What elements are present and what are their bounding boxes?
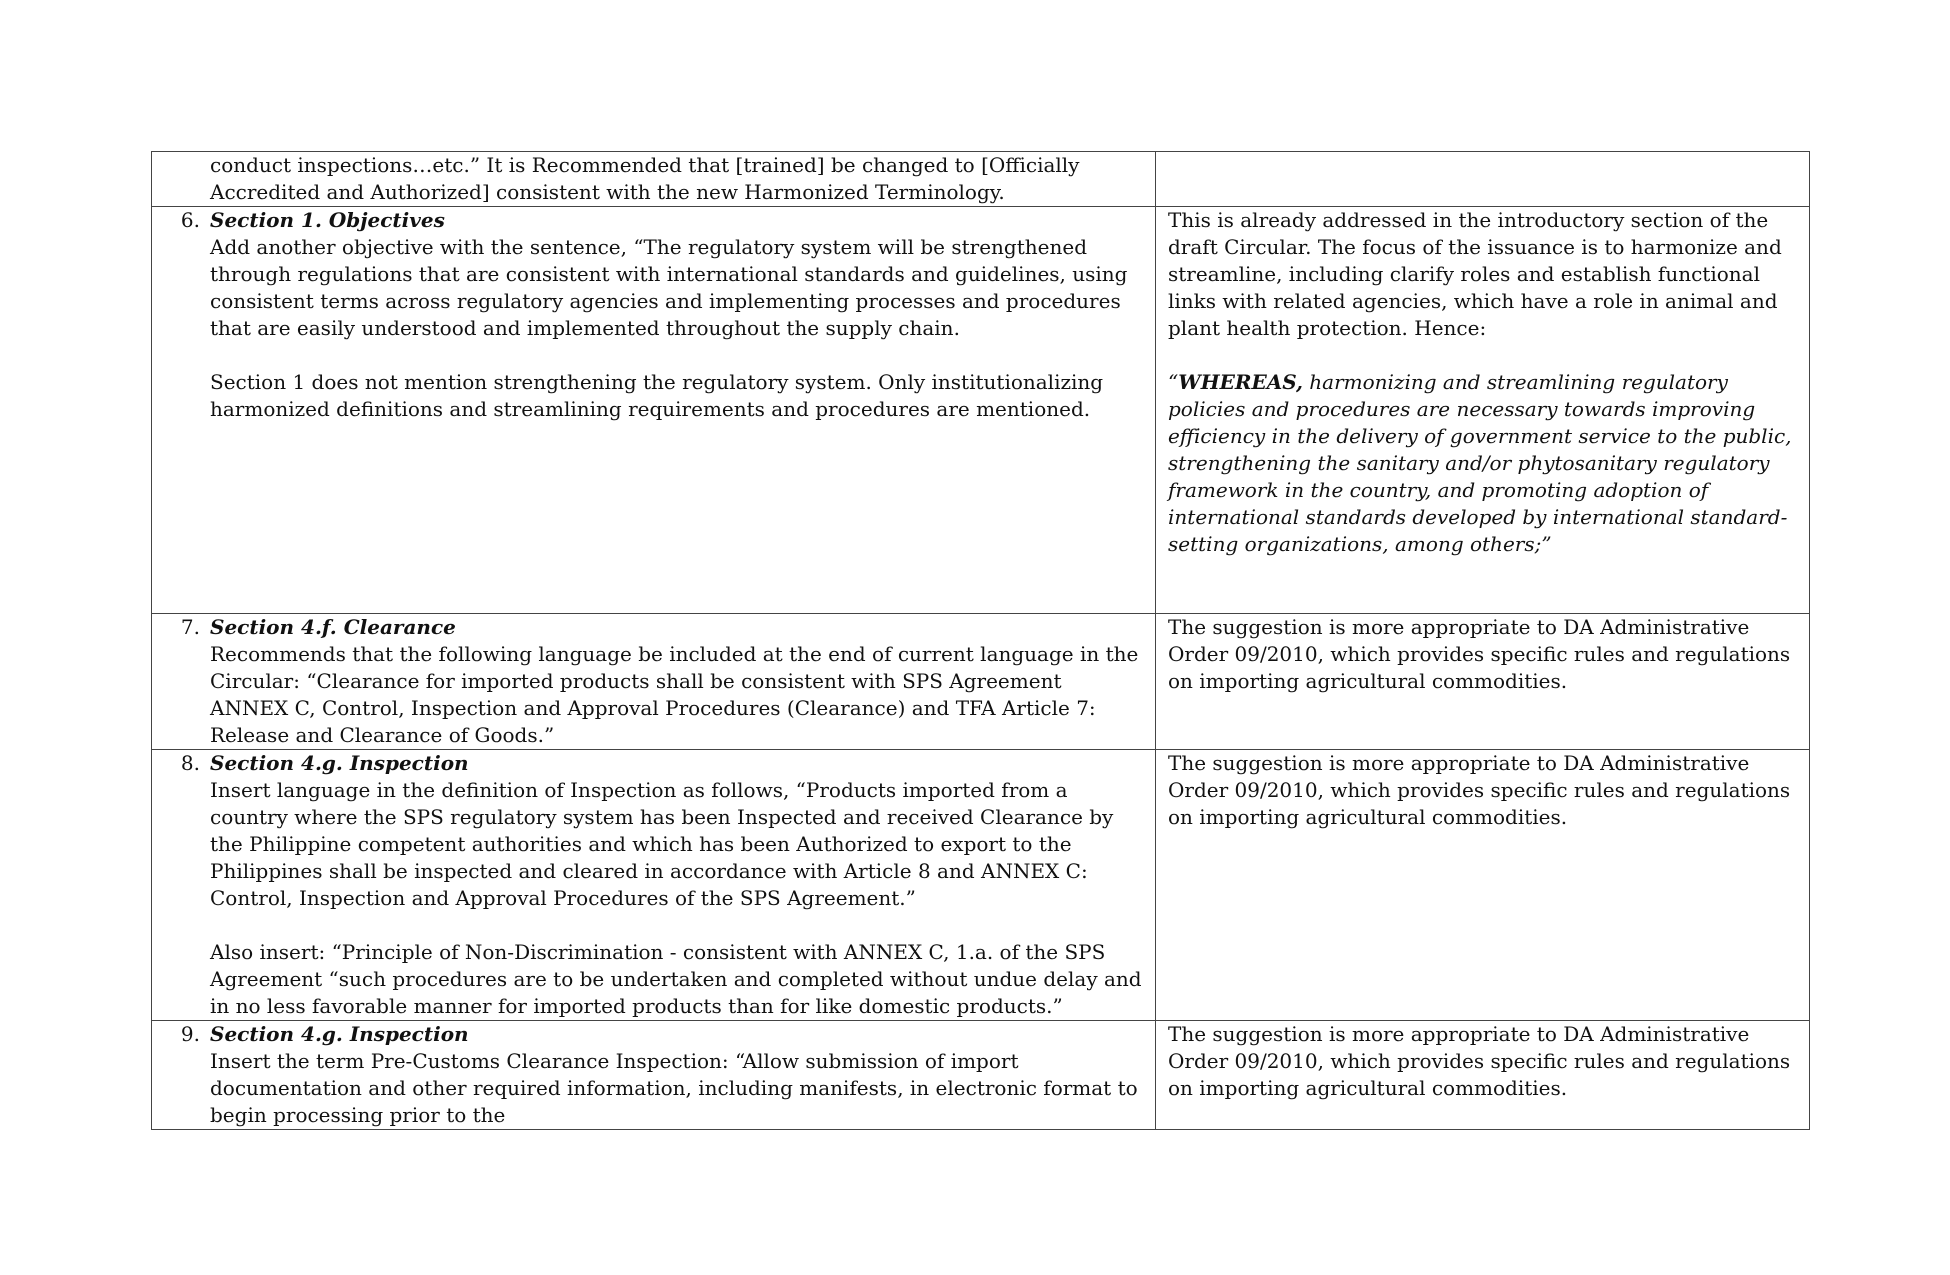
item-number: 9.: [180, 1022, 200, 1046]
comment-text: Insert language in the definition of Inspection as follows, “Products imported from a country where the SPS regulatory system has been Inspected and received Clearance by the Philippine competent authorities and which has been Authorized to export to the Philippines shall be inspected and cleared in accordance with Article 8 and ANNEX C: Control, Inspection and Approval Procedures of the SPS Agreement.”: [210, 778, 1114, 910]
comment-text: Section 1 does not mention strengthening the regulatory system. Only institutionalizing harmonized definitions and streamlining requirements and procedures are mentioned.: [210, 370, 1104, 421]
response-cell: [1156, 1021, 1810, 1130]
section-heading: Section 4.f. Clearance: [210, 615, 456, 639]
table-row: [152, 614, 1810, 750]
table-row: [152, 750, 1810, 1021]
comments-table: [151, 151, 1810, 1130]
section-heading: Section 4.g. Inspection: [210, 1022, 469, 1046]
response-text: This is already addressed in the introductory section of the draft Circular. The focus of the issuance is to harmonize and streamline, including clarify roles and establish functional links with related agencies, which have a role in animal and plant health protection. Hence:: [1168, 208, 1782, 340]
table-row: [152, 207, 1810, 614]
comment-text: Recommends that the following language be included at the end of current language in the Circular: “Clearance for imported products shall be consistent with SPS Agreement ANNEX C, Control, Inspection and Approval Procedures (Clearance) and TFA Article 7: Release and Clearance of Goods.”: [210, 642, 1139, 747]
response-cell: [1156, 152, 1810, 207]
comment-cell: [152, 152, 1156, 207]
comment-cell: [152, 750, 1156, 1021]
comment-text: Also insert: “Principle of Non-Discrimination - consistent with ANNEX C, 1.a. of the SPS Agreement “such procedures are to be undertaken and completed without undue delay and in no less favorable manner for imported products than for like domestic products.”: [210, 940, 1142, 1018]
comment-text: conduct inspections…etc.” It is Recommended that [trained] be changed to [Officially Accredited and Authorized] consistent with the new Harmonized Terminology.: [210, 153, 1080, 204]
response-text: The suggestion is more appropriate to DA Administrative Order 09/2010, which provides specific rules and regulations on importing agricultural commodities.: [1168, 1022, 1791, 1100]
item-number: 8.: [180, 751, 200, 775]
comment-cell: [152, 1021, 1156, 1130]
whereas-keyword: WHEREAS,: [1178, 370, 1303, 394]
comment-text: Add another objective with the sentence, “The regulatory system will be strengthened through regulations that are consistent with international standards and guidelines, using consistent terms across regulatory agencies and implementing processes and procedures that are easily understood and implemented throughout the supply chain.: [210, 235, 1128, 340]
comment-cell: [152, 207, 1156, 614]
item-number: 6.: [180, 208, 200, 232]
response-text: The suggestion is more appropriate to DA Administrative Order 09/2010, which provides specific rules and regulations on importing agricultural commodities.: [1168, 751, 1791, 829]
response-cell: [1156, 207, 1810, 614]
comment-cell: [152, 614, 1156, 750]
comment-text: Insert the term Pre-Customs Clearance Inspection: “Allow submission of import documentation and other required information, including manifests, in electronic format to begin processing prior to the: [210, 1049, 1138, 1127]
section-heading: Section 4.g. Inspection: [210, 751, 469, 775]
response-cell: [1156, 614, 1810, 750]
response-cell: [1156, 750, 1810, 1021]
section-heading: Section 1. Objectives: [210, 208, 445, 232]
table-row: [152, 152, 1810, 207]
whereas-quote: “WHEREAS, harmonizing and streamlining regulatory policies and procedures are necessary towards improving efficiency in the delivery of government service to the public, strengthening the sanitary and/or phytosanitary regulatory framework in the country, and promoting adoption of international standards developed by international standard-setting organizations, among others;”: [1168, 370, 1792, 556]
item-number: 7.: [180, 615, 200, 639]
response-text: The suggestion is more appropriate to DA Administrative Order 09/2010, which provides specific rules and regulations on importing agricultural commodities.: [1168, 615, 1791, 693]
table-row: [152, 1021, 1810, 1130]
